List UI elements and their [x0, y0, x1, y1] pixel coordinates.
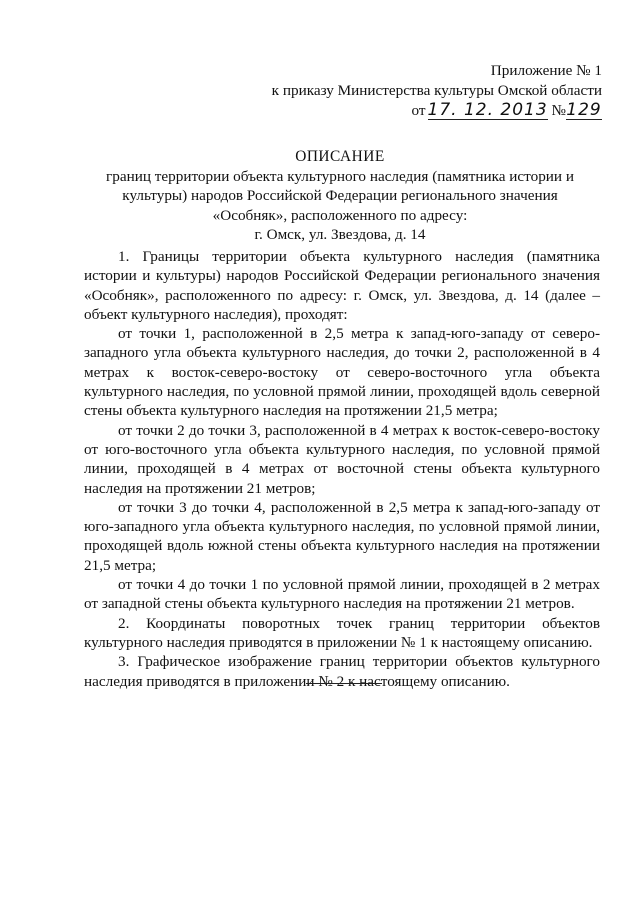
paragraph-segment-2-3: от точки 2 до точки 3, расположенной в 4 метрах к восток-северо-востоку от юго-восточного угла объекта культурного наследия, по условной прямой линии, проходящей в 4 метрах от восточной стены объекта культурного наследия на протяжении 21 метров; — [84, 421, 600, 497]
paragraph-boundaries: 1. Границы территории объекта культурного наследия (памятника истории и культуры) народов Российской Федерации регионального значения «Особняк», расположенного по адресу: г. Омск, ул. Звездова, д. 14 (далее – объект культурного наследия), проходят: — [84, 248, 600, 323]
title-line-4: г. Омск, ул. Звездова, д. 14 — [254, 226, 426, 243]
document-body — [84, 247, 600, 691]
appendix-header — [272, 61, 602, 121]
number-prefix: № — [551, 102, 566, 119]
handwritten-number: 129 — [566, 100, 602, 120]
title-line-1: границ территории объекта культурного наследия (памятника истории и — [106, 167, 574, 185]
title-line-3: «Особняк», расположенного по адресу: — [212, 206, 468, 224]
date-number-line — [272, 101, 602, 121]
title-line-2: культуры) народов Российской Федерации регионального значения — [122, 187, 558, 204]
document-title — [60, 147, 620, 245]
title-heading: ОПИСАНИЕ — [295, 148, 385, 165]
end-divider — [306, 683, 382, 684]
paragraph-segment-4-1: от точки 4 до точки 1 по условной прямой линии, проходящей в 2 метрах от западной стены объекта культурного наследия на протяжении 21 метров. — [84, 576, 600, 613]
paragraph-coordinates: 2. Координаты поворотных точек границ территории объектов культурного наследия приводятся в приложении № 1 к настоящему описанию. — [84, 614, 600, 651]
handwritten-date: 17. 12. 2013 — [427, 100, 548, 120]
order-reference: к приказу Министерства культуры Омской области — [271, 82, 602, 99]
paragraph-segment-1-2: от точки 1, расположенной в 2,5 метра к запад-юго-западу от северо-западного угла объекта культурного наследия, до точки 2, расположенной в 4 метрах к восток-северо-востоку от северо-восточного угла объекта культурного наследия, по условной прямой линии, проходящей вдоль северной стены объекта культурного наследия на протяжении 21,5 метра; — [84, 325, 600, 420]
date-prefix: от — [411, 102, 426, 119]
paragraph-segment-3-4: от точки 3 до точки 4, расположенной в 2,5 метра к запад-юго-западу от юго-западного угла объекта культурного наследия, по условной прямой линии, проходящей вдоль южной стены объекта культурного наследия на протяжении 21,5 метра; — [84, 498, 600, 574]
appendix-label: Приложение № 1 — [490, 62, 602, 79]
paragraph-graphic: 3. Графическое изображение границ территории объектов культурного наследия приводятся в приложении № 2 к настоящему описанию. — [84, 653, 600, 690]
